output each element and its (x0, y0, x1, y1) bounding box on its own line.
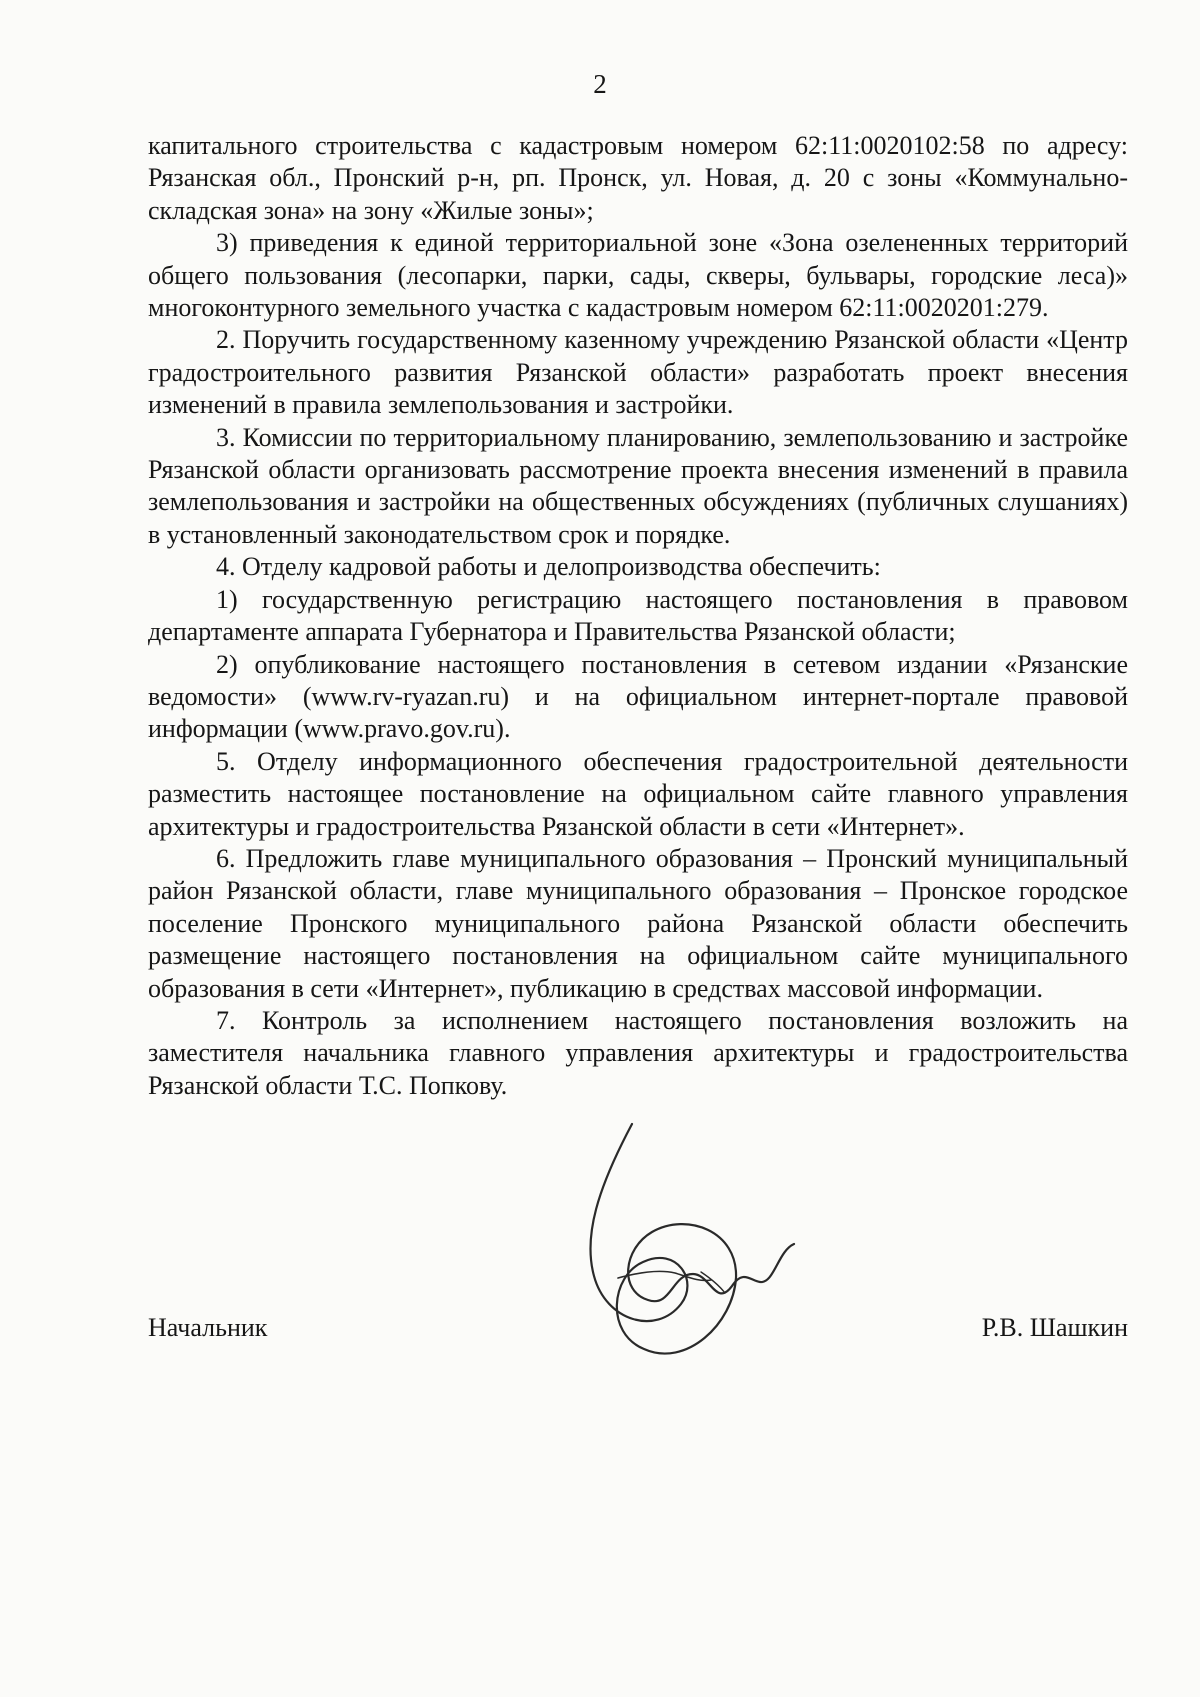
signature-block (148, 1300, 1128, 1350)
signatory-title: Начальник (148, 1313, 268, 1342)
page-number: 2 (593, 69, 607, 99)
signatory-name: Р.В. Шашкин (981, 1313, 1128, 1342)
document-body (148, 130, 1128, 1102)
paragraph-8: 5. Отделу информационного обеспечения градостроительной деятельности разместить настоящее постановление на официальном сайте главного управления архитектуры и градостроительства Рязанской области в сети «Интернет». (148, 746, 1128, 841)
paragraph-4: 3. Комиссии по территориальному планированию, землепользованию и застройке Рязанской области организовать рассмотрение проекта внесения изменений в правила землепользования и застройки на общественных обсуждениях (публичных слушаниях) в установленный законодательством срок и порядке. (148, 422, 1128, 549)
paragraph-10: 7. Контроль за исполнением настоящего постановления возложить на заместителя начальника главного управления архитектуры и градостроительства Рязанской области Т.С. Попкову. (148, 1005, 1128, 1100)
paragraph-1: капитального строительства с кадастровым номером 62:11:0020102:58 по адресу: Рязанская обл., Пронский р-н, рп. Пронск, ул. Новая, д. 20 с зоны «Коммунально-складская зона» на зону «Жилые зоны»; (148, 131, 1128, 225)
paragraph-2: 3) приведения к единой территориальной зоне «Зона озелененных территорий общего пользования (лесопарки, парки, сады, скверы, бульвары, городские леса)» многоконтурного земельного участка с кадастровым номером 62:11:0020201:279. (148, 228, 1128, 323)
paragraph-7: 2) опубликование настоящего постановления в сетевом издании «Рязанские ведомости» (www.rv-ryazan.ru) и на официальном интернет-портале правовой информации (www.pravo.gov.ru). (148, 649, 1128, 744)
paragraph-9: 6. Предложить главе муниципального образования – Пронский муниципальный район Рязанской области, главе муниципального образования – Пронское городское поселение Пронского муниципального района Рязанской области обеспечить размещение настоящего постановления на официальном сайте муниципального образования в сети «Интернет», публикацию в средствах массовой информации. (148, 843, 1128, 1003)
paragraph-3: 2. Поручить государственному казенному учреждению Рязанской области «Центр градостроительного развития Рязанской области» разработать проект внесения изменений в правила землепользования и застройки. (148, 325, 1128, 420)
paragraph-5: 4. Отделу кадровой работы и делопроизводства обеспечить: (216, 552, 881, 582)
paragraph-6: 1) государственную регистрацию настоящего постановления в правовом департаменте аппарата Губернатора и Правительства Рязанской области; (148, 584, 1128, 647)
